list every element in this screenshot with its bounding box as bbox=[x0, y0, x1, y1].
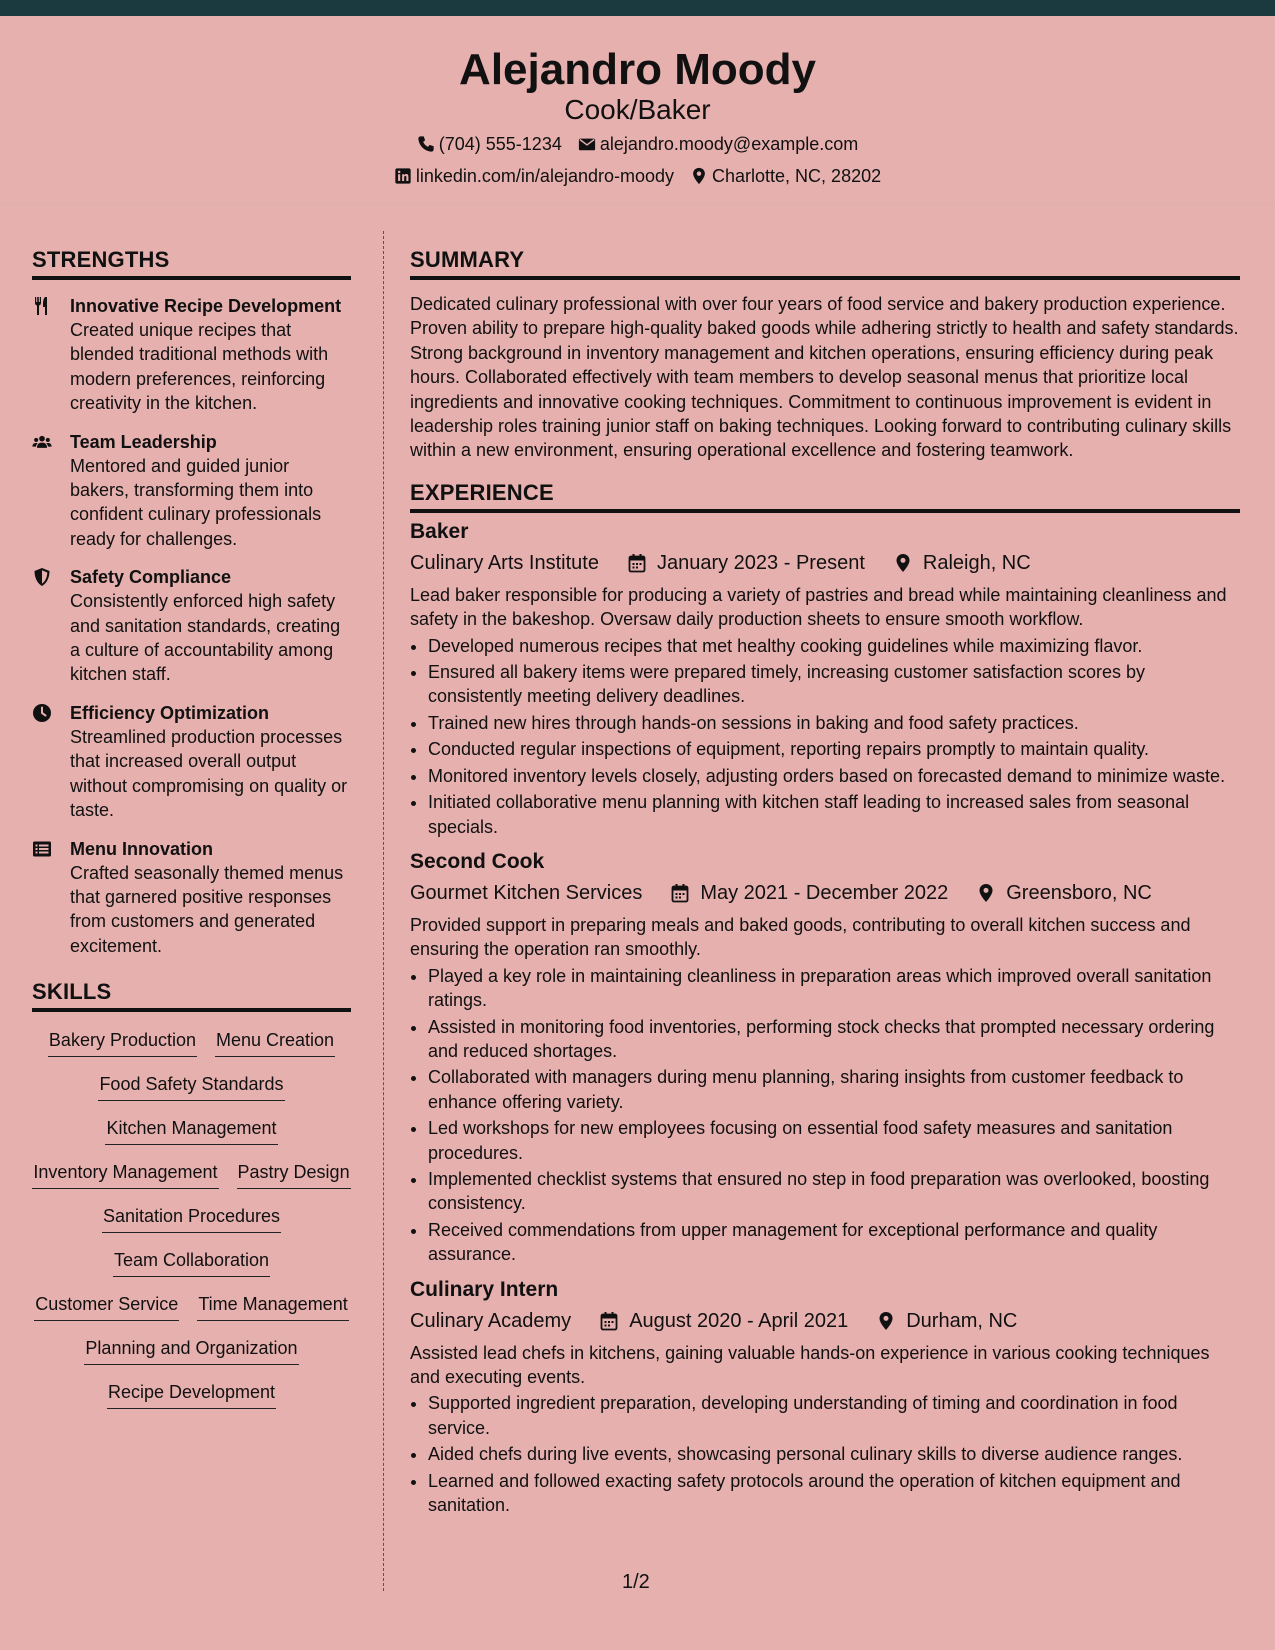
skills-list bbox=[32, 1024, 351, 1409]
summary-heading: SUMMARY bbox=[410, 246, 1240, 280]
job-meta bbox=[410, 1307, 1240, 1335]
bullet-item: • Collaborated with managers during menu planning, sharing insights from customer feedback to enhance offering variety. bbox=[428, 1065, 1240, 1114]
bullet-item: • Conducted regular inspections of equipment, reporting repairs promptly to maintain quality. bbox=[428, 737, 1240, 761]
location-contact bbox=[690, 164, 881, 188]
job-dates: January 2023 - Present bbox=[656, 551, 865, 574]
job-bullets bbox=[410, 1391, 1240, 1517]
skill-tag: Kitchen Management bbox=[105, 1112, 277, 1145]
map-pin-icon bbox=[893, 553, 913, 573]
strength-description: Streamlined production processes that increased overall output without compromising on quality or taste. bbox=[70, 726, 348, 821]
email-text[interactable]: alejandro.moody@example.com bbox=[599, 134, 859, 154]
contact-row bbox=[0, 132, 1275, 156]
resume-header bbox=[0, 16, 1275, 205]
strength-item bbox=[32, 294, 351, 416]
skills-heading: SKILLS bbox=[32, 978, 351, 1012]
column-divider bbox=[383, 231, 384, 1591]
map-pin-icon bbox=[690, 167, 708, 185]
strength-description: Consistently enforced high safety and sanitation standards, creating a culture of accountability among kitchen staff. bbox=[70, 591, 341, 685]
job-bullets bbox=[410, 634, 1240, 839]
strength-description: Mentored and guided junior bakers, transforming them into confident culinary professionals ready for challenges. bbox=[70, 455, 322, 549]
bullet-item: • Aided chefs during live events, showcasing personal culinary skills to diverse audience ranges. bbox=[428, 1442, 1240, 1466]
calendar-icon bbox=[599, 1311, 619, 1331]
top-bar bbox=[0, 0, 1275, 16]
job-dates: August 2020 - April 2021 bbox=[629, 1309, 849, 1332]
phone-text: (704) 555-1234 bbox=[438, 134, 562, 154]
strength-title: Team Leadership bbox=[70, 431, 217, 452]
bullet-item: • Implemented checklist systems that ensured no step in food preparation was overlooked, boosting consistency. bbox=[428, 1167, 1240, 1216]
phone-icon bbox=[417, 135, 435, 153]
strength-title: Efficiency Optimization bbox=[70, 702, 270, 723]
job-location: Greensboro, NC bbox=[1006, 881, 1152, 904]
bullet-item: • Monitored inventory levels closely, adjusting orders based on forecasted demand to minimize waste. bbox=[428, 764, 1240, 788]
bullet-item: • Received commendations from upper management for exceptional performance and quality assurance. bbox=[428, 1218, 1240, 1267]
strength-title: Safety Compliance bbox=[70, 567, 232, 588]
location-text: Charlotte, NC, 28202 bbox=[712, 166, 882, 186]
candidate-role: Cook/Baker bbox=[564, 94, 711, 125]
bullet-item: • Played a key role in maintaining cleanliness in preparation areas which improved overall sanitation ratings. bbox=[428, 964, 1240, 1013]
job-entry bbox=[410, 849, 1240, 1267]
company-name: Culinary Academy bbox=[410, 1309, 572, 1332]
linkedin-text[interactable]: linkedin.com/in/alejandro-moody bbox=[415, 166, 675, 186]
job-location: Durham, NC bbox=[906, 1309, 1018, 1332]
email-contact[interactable] bbox=[578, 132, 858, 156]
job-description: Provided support in preparing meals and baked goods, contributing to overall kitchen success and ensuring the operation ran smoothly. bbox=[410, 914, 1191, 960]
left-column bbox=[32, 246, 351, 1409]
skill-tag: Pastry Design bbox=[237, 1156, 351, 1189]
bullet-item: • Supported ingredient preparation, developing understanding of timing and coordination in food service. bbox=[428, 1391, 1240, 1440]
job-description: Assisted lead chefs in kitchens, gaining valuable hands-on experience in various cooking techniques and executing events. bbox=[410, 1342, 1210, 1387]
strengths-heading: STRENGTHS bbox=[32, 246, 351, 280]
skill-tag: Customer Service bbox=[34, 1288, 179, 1321]
job-location: Raleigh, NC bbox=[922, 551, 1031, 574]
job-bullets bbox=[410, 964, 1240, 1267]
linkedin-icon bbox=[394, 167, 412, 185]
strength-item bbox=[32, 837, 351, 959]
utensils-icon bbox=[32, 294, 70, 416]
skill-tag: Time Management bbox=[197, 1288, 348, 1321]
experience-heading: EXPERIENCE bbox=[410, 479, 1240, 513]
users-icon bbox=[32, 430, 70, 552]
contact-row-2 bbox=[0, 164, 1275, 188]
company-name: Gourmet Kitchen Services bbox=[410, 881, 643, 904]
map-pin-icon bbox=[976, 883, 996, 903]
bullet-item: • Initiated collaborative menu planning with kitchen staff leading to increased sales from seasonal specials. bbox=[428, 790, 1240, 839]
skill-tag: Sanitation Procedures bbox=[102, 1200, 281, 1233]
strength-item bbox=[32, 430, 351, 552]
job-description: Lead baker responsible for producing a variety of pastries and bread while maintaining cleanliness and safety in the bakeshop. Oversaw daily production sheets to ensure smooth workflow. bbox=[410, 584, 1227, 630]
skill-tag: Food Safety Standards bbox=[98, 1068, 284, 1101]
job-title: Second Cook bbox=[410, 849, 545, 873]
linkedin-contact[interactable] bbox=[394, 164, 674, 188]
skill-tag: Bakery Production bbox=[48, 1024, 197, 1057]
job-meta bbox=[410, 879, 1240, 907]
envelope-icon bbox=[578, 135, 596, 153]
candidate-name: Alejandro Moody bbox=[459, 45, 816, 94]
skill-tag: Team Collaboration bbox=[113, 1244, 270, 1277]
job-entry bbox=[410, 519, 1240, 839]
strength-item bbox=[32, 701, 351, 823]
bullet-item: • Led workshops for new employees focusing on essential food safety measures and sanitation procedures. bbox=[428, 1116, 1240, 1165]
phone-contact bbox=[417, 132, 562, 156]
list-icon bbox=[32, 837, 70, 959]
summary-text: Dedicated culinary professional with over four years of food service and bakery production experience. Proven ability to prepare high-quality baked goods while adhering strictly to health and safety standards. Strong background in inventory management and kitchen operations, ensuring efficiency during peak hours. Collaborated effectively with team members to develop seasonal menus that prioritize local ingredients and innovative cooking techniques. Commitment to continuous improvement is evident in leadership roles training junior staff on baking techniques. Looking forward to contributing culinary skills within a new environment, ensuring operational excellence and fostering teamwork. bbox=[410, 294, 1239, 461]
bullet-item: • Trained new hires through hands-on sessions in baking and food safety practices. bbox=[428, 711, 1240, 735]
job-dates: May 2021 - December 2022 bbox=[700, 881, 949, 904]
strength-title: Menu Innovation bbox=[70, 838, 213, 859]
company-name: Culinary Arts Institute bbox=[410, 551, 599, 574]
skill-tag: Recipe Development bbox=[107, 1376, 276, 1409]
right-column bbox=[410, 246, 1240, 1527]
shield-icon bbox=[32, 565, 70, 687]
skill-tag: Planning and Organization bbox=[84, 1332, 298, 1365]
strength-description: Crafted seasonally themed menus that garnered positive responses from customers and generated excitement. bbox=[70, 862, 344, 956]
job-meta bbox=[410, 549, 1240, 577]
bullet-item: • Learned and followed exacting safety protocols around the operation of kitchen equipment and sanitation. bbox=[428, 1469, 1240, 1518]
skill-tag: Menu Creation bbox=[215, 1024, 335, 1057]
calendar-icon bbox=[670, 883, 690, 903]
skill-tag: Inventory Management bbox=[32, 1156, 218, 1189]
map-pin-icon bbox=[876, 1311, 896, 1331]
bullet-item: • Ensured all bakery items were prepared timely, increasing customer satisfaction scores by consistently meeting delivery deadlines. bbox=[428, 660, 1240, 709]
job-title: Culinary Intern bbox=[410, 1277, 559, 1301]
job-entry bbox=[410, 1277, 1240, 1518]
clock-icon bbox=[32, 701, 70, 823]
calendar-icon bbox=[627, 553, 647, 573]
bullet-item: • Assisted in monitoring food inventories, performing stock checks that prompted necessary ordering and reduced shortages. bbox=[428, 1015, 1240, 1064]
strength-description: Created unique recipes that blended traditional methods with modern preferences, reinforcing creativity in the kitchen. bbox=[70, 320, 329, 414]
page-number: 1/2 bbox=[622, 1571, 650, 1593]
strength-item bbox=[32, 565, 351, 687]
bullet-item: • Developed numerous recipes that met healthy cooking guidelines while maximizing flavor. bbox=[428, 634, 1240, 658]
strength-title: Innovative Recipe Development bbox=[70, 296, 342, 316]
job-title: Baker bbox=[410, 519, 469, 543]
